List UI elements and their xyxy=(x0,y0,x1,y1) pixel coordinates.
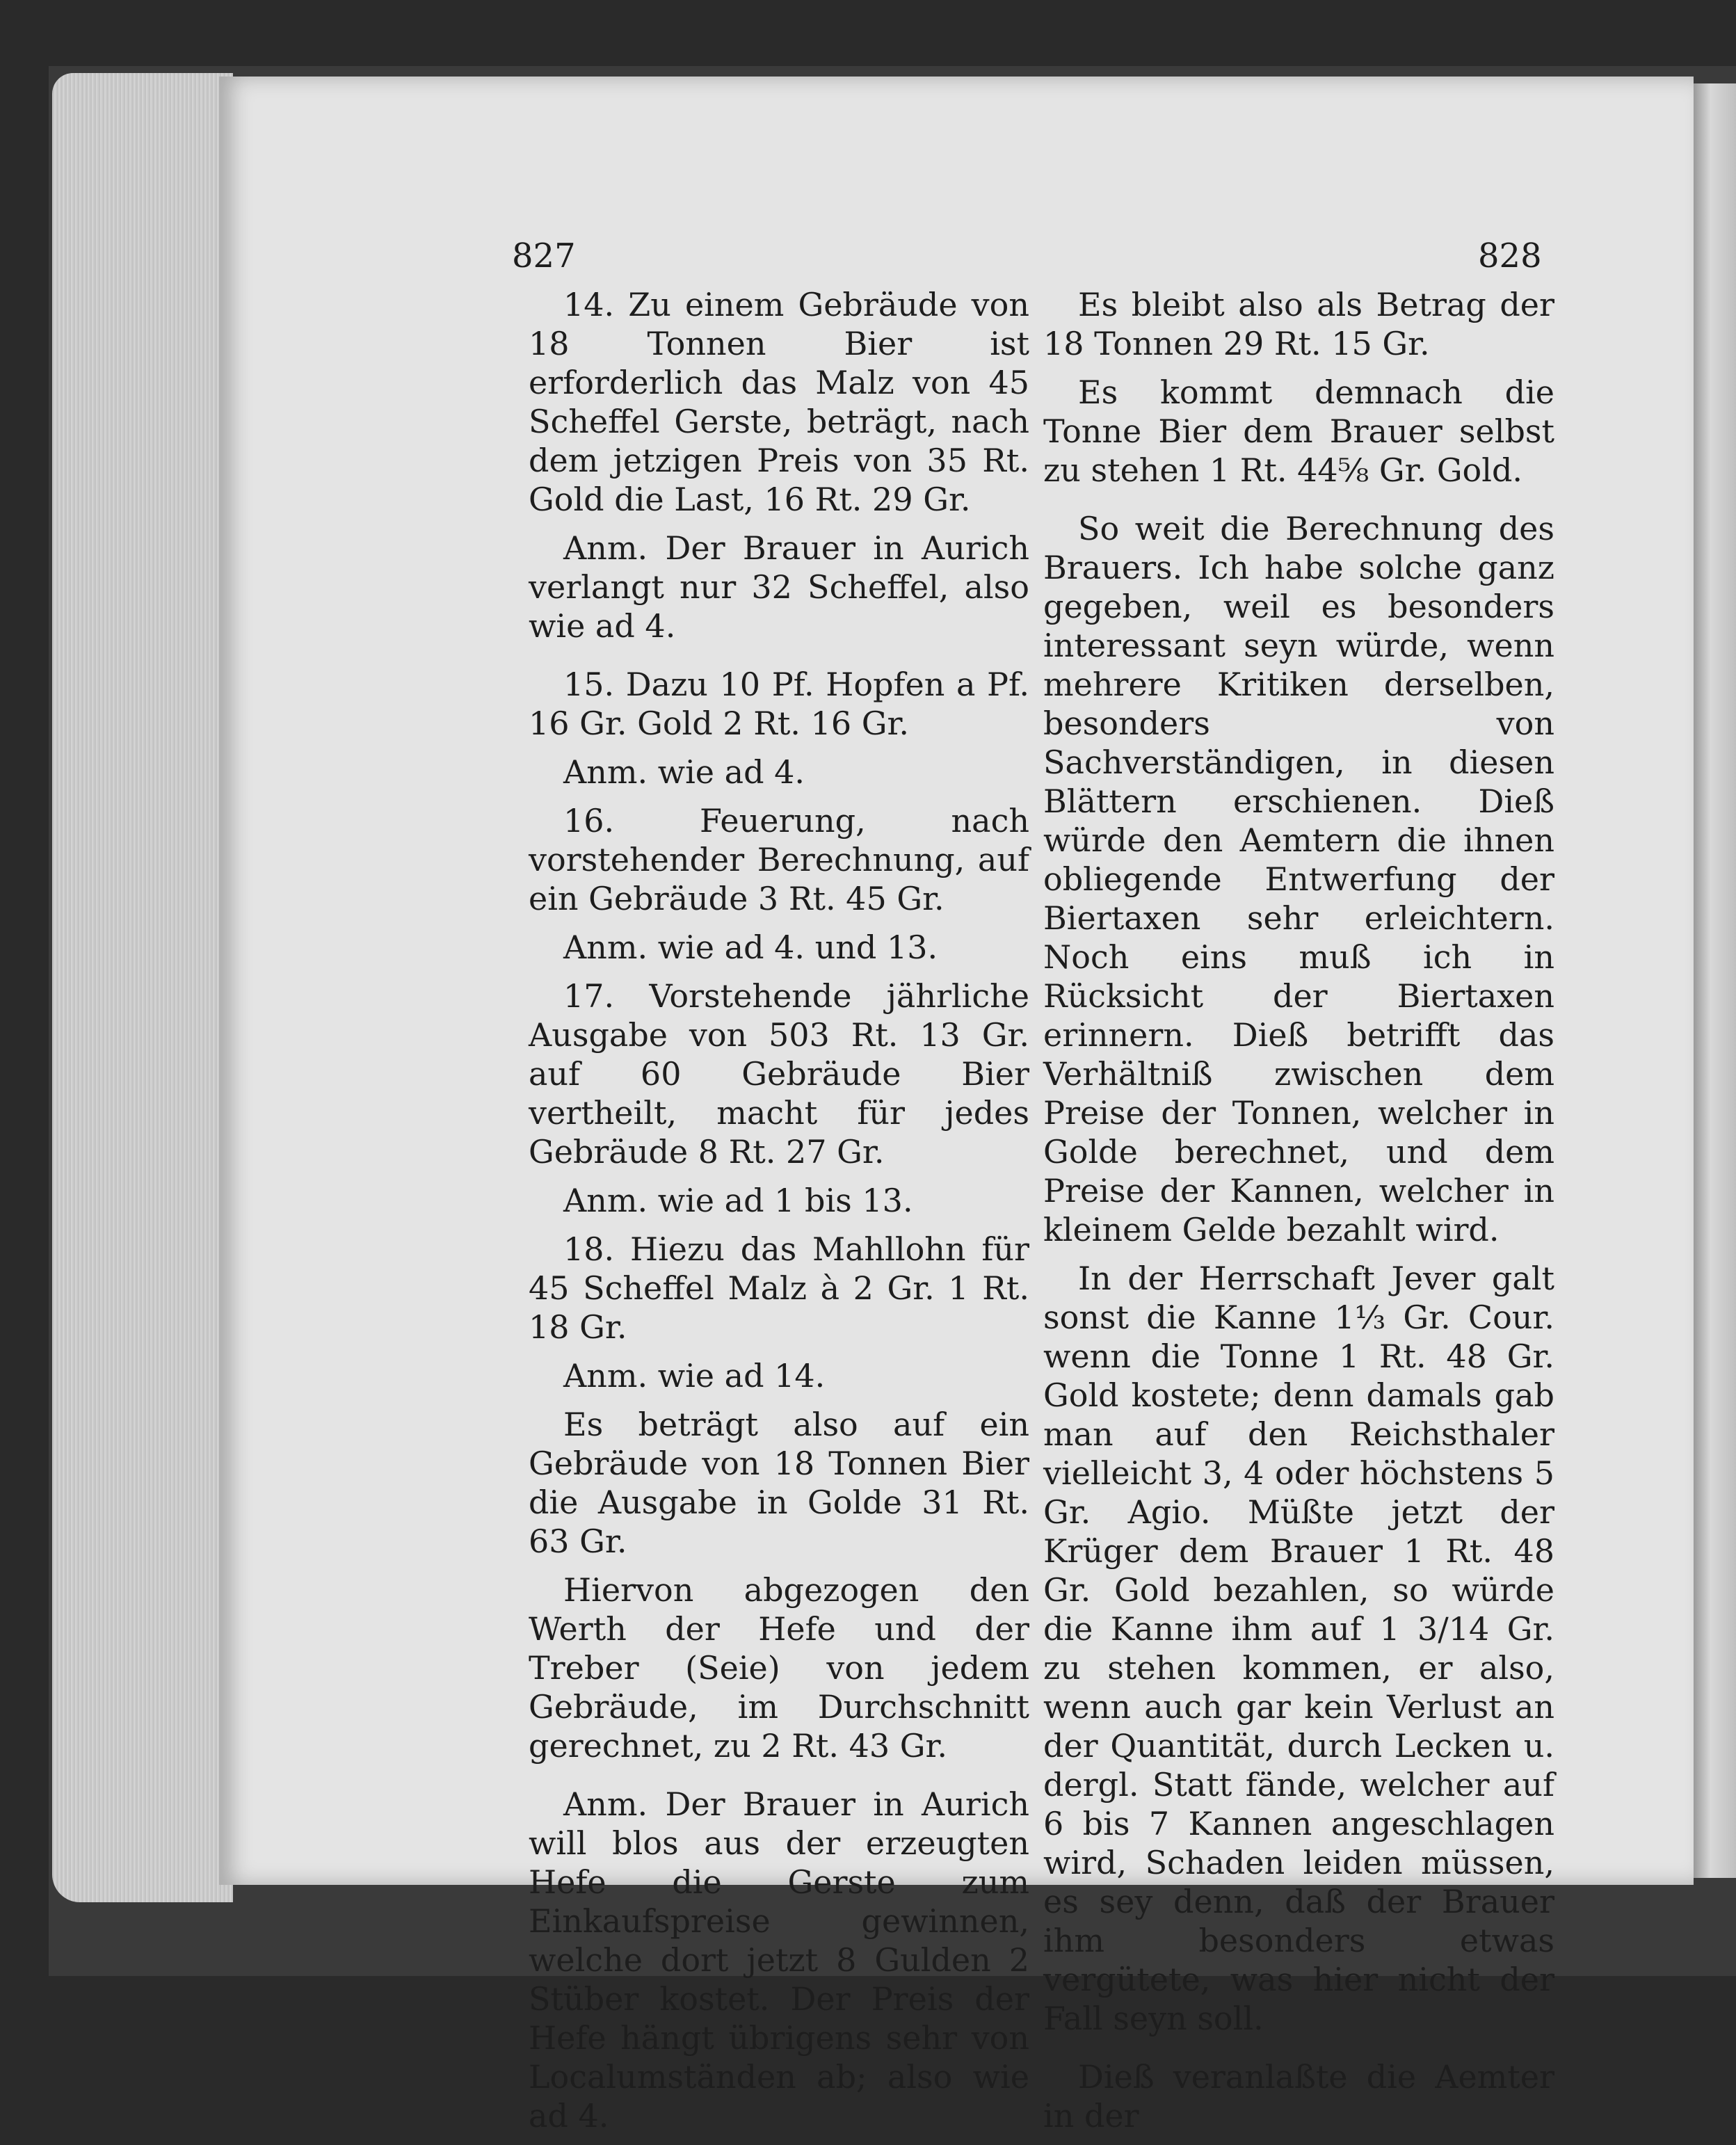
paragraph: So weit die Berechnung des Brauers. Ich habe solche ganz gegeben, weil es besonders interessant seyn würde, wenn mehrere Kritiken derselben, besonders von Sachverständigen, in diesen Blättern erschienen. Dieß würde den Aemtern die ihnen obliegende Entwerfung der Biertaxen sehr erleichtern. Noch eins muß ich in Rücksicht der Biertaxen erinnern. Dieß betrifft das Verhältniß zwischen dem Preise der Tonnen, welcher in Golde berechnet, und dem Preise der Kannen, welcher in kleinem Gelde bezahlt wird. xyxy=(1043,510,1554,1248)
paragraph: 14. Zu einem Gebräude von 18 Tonnen Bier ist erforderlich das Malz von 45 Scheffel Gerste, beträgt, nach dem jetzigen Preis von 35 Rt. Gold die Last, 16 Rt. 29 Gr. xyxy=(529,286,1029,518)
paragraph: Anm. wie ad 1 bis 13. xyxy=(563,1182,913,1219)
paragraph: Es beträgt also auf ein Gebräude von 18 Tonnen Bier die Ausgabe in Golde 31 Rt. 63 Gr. xyxy=(529,1406,1029,1560)
paragraph: Anm. wie ad 4. und 13. xyxy=(563,929,938,966)
page-number-right: 828 xyxy=(1478,236,1542,275)
paragraph: 18. Hiezu das Mahllohn für 45 Scheffel Malz à 2 Gr. 1 Rt. 18 Gr. xyxy=(529,1230,1029,1346)
paragraph: Dieß veranlaßte die Aemter in der xyxy=(1043,2058,1554,2135)
paragraph: 15. Dazu 10 Pf. Hopfen a Pf. 16 Gr. Gold 2 Rt. 16 Gr. xyxy=(529,666,1029,742)
paragraph: Es bleibt also als Betrag der 18 Tonnen 29 Rt. 15 Gr. xyxy=(1043,286,1554,362)
page-edges xyxy=(52,73,233,1902)
paragraph: 17. Vorstehende jährliche Ausgabe von 503 Rt. 13 Gr. auf 60 Gebräude Bier vertheilt, macht für jedes Gebräude 8 Rt. 27 Gr. xyxy=(529,977,1029,1171)
paragraph: Es kommt demnach die Tonne Bier dem Brauer selbst zu stehen 1 Rt. 44⅝ Gr. Gold. xyxy=(1043,373,1554,489)
paragraph: Anm. wie ad 14. xyxy=(563,1357,826,1395)
facing-page-edge xyxy=(1694,83,1736,1878)
paragraph: Anm. Der Brauer in Aurich verlangt nur 32 Scheffel, also wie ad 4. xyxy=(529,529,1029,645)
paragraph: Anm. wie ad 4. xyxy=(563,753,805,791)
page-number-left: 827 xyxy=(512,236,576,275)
paragraph: In der Herrschaft Jever galt sonst die Kanne 1⅓ Gr. Cour. wenn die Tonne 1 Rt. 48 Gr. Gold kostete; denn damals gab man auf den Reichsthaler vielleicht 3, 4 oder höchstens 5 Gr. Agio. Müßte jetzt der Krüger dem Brauer 1 Rt. 48 Gr. Gold bezahlen, so würde die Kanne ihm auf 1 3/14 Gr. zu stehen kommen, er also, wenn auch gar kein Verlust an der Quantität, durch Lecken u. dergl. Statt fände, welcher auf 6 bis 7 Kannen angeschlagen wird, Schaden leiden müssen, es sey denn, daß der Brauer ihm besonders etwas vergütete, was hier nicht der Fall seyn soll. xyxy=(1043,1260,1554,2037)
paragraph: Hiervon abgezogen den Werth der Hefe und der Treber (Seie) von jedem Gebräude, im Durchschnitt gerechnet, zu 2 Rt. 43 Gr. xyxy=(529,1571,1029,1765)
text-column-right xyxy=(1043,285,1554,2145)
paragraph: Anm. Der Brauer in Aurich will blos aus der erzeugten Hefe die Gerste zum Einkaufspreise gewinnen, welche dort jetzt 8 Gulden 2 Stüber kostet. Der Preis der Hefe hängt übrigens sehr von Localumständen ab; also wie ad 4. xyxy=(529,1785,1029,2135)
paragraph: 16. Feuerung, nach vorstehender Berechnung, auf ein Gebräude 3 Rt. 45 Gr. xyxy=(529,802,1029,917)
text-column-left xyxy=(529,285,1029,2145)
